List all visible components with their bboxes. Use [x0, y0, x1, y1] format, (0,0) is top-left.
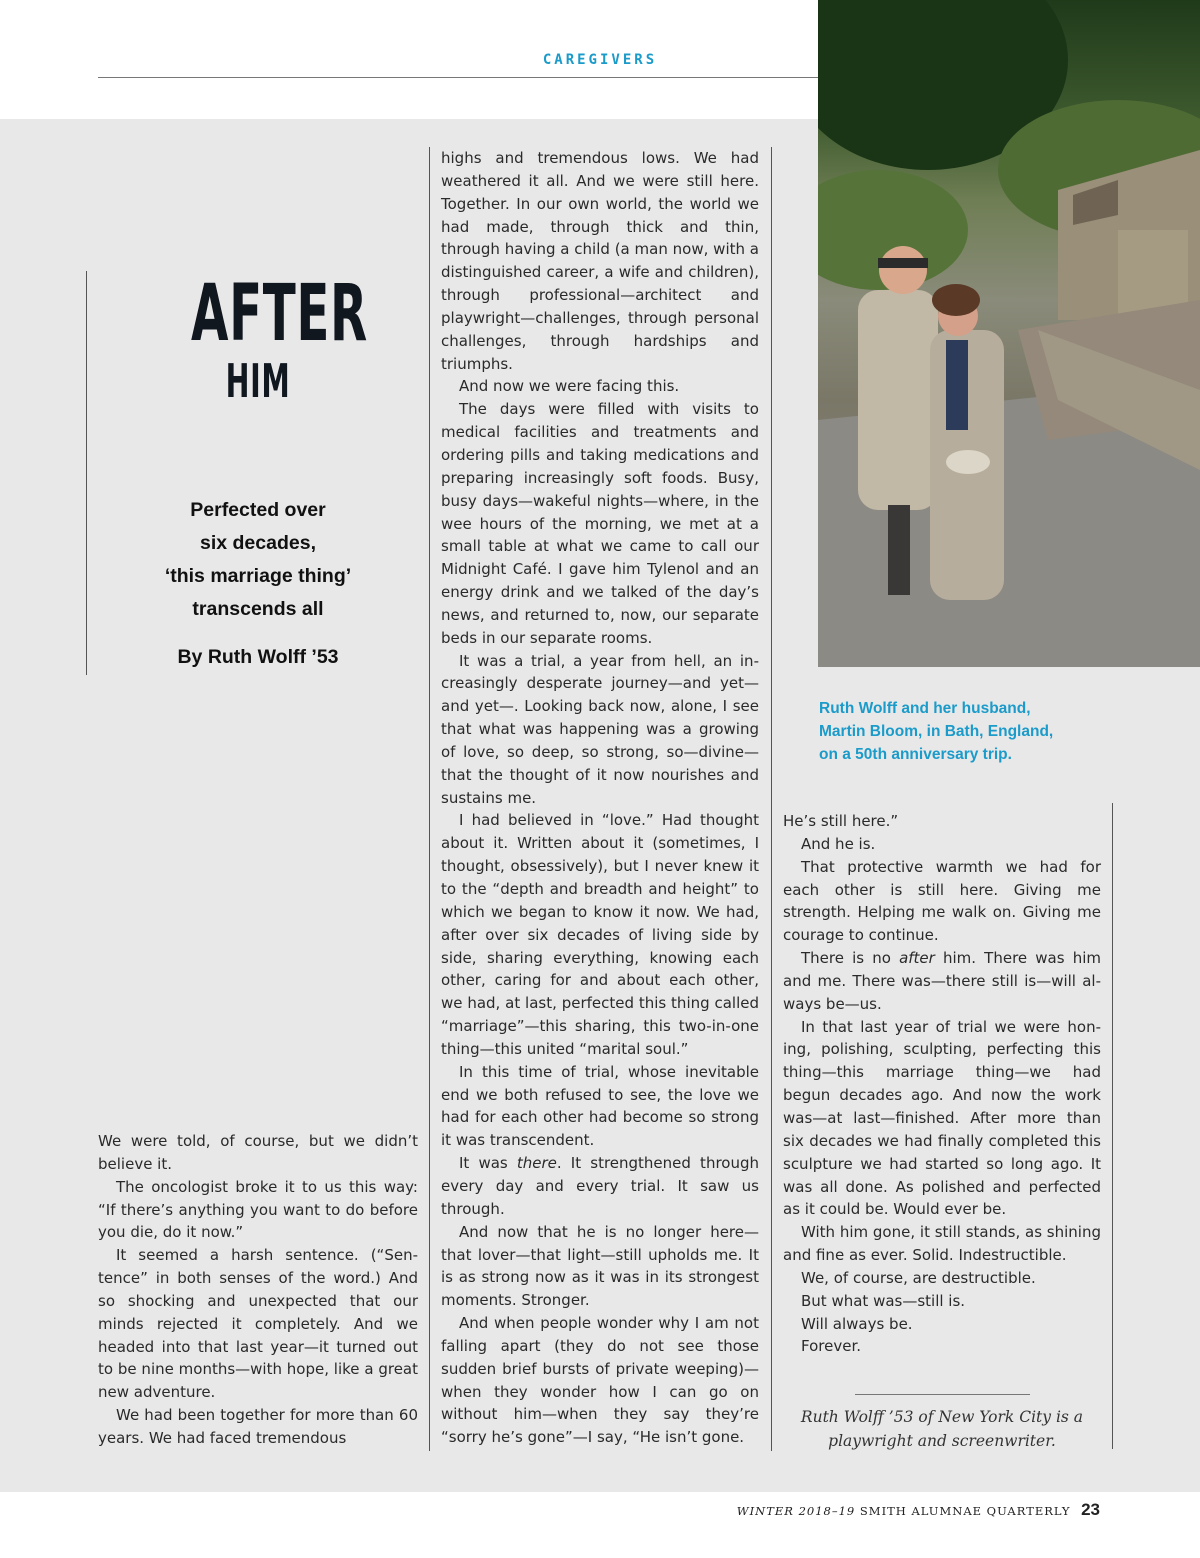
- column-divider: [429, 147, 430, 1451]
- headline-rule: [86, 271, 87, 675]
- headline: [191, 269, 368, 408]
- headline-line-1: AFTER: [191, 269, 368, 359]
- deck-line: six decades,: [200, 532, 316, 554]
- author-bio: [783, 1405, 1101, 1453]
- magazine-name: SMITH ALUMNAE QUARTERLY: [859, 1504, 1071, 1518]
- bio-rule: [855, 1394, 1030, 1395]
- paragraph: It was there. It strengthened through every day and every trial. It saw us through.: [441, 1154, 759, 1218]
- article-column-3: [783, 810, 1101, 1358]
- paragraph: In that last year of trial we were honing, polishing, sculpting, perfecting this thing—this marriage thing—we had begun decades ago. And now the work was—at last—finished. After more than six decades we had finally completed this sculpture we had started so long ago. It was all done. As polished and perfected as it could be. Would ever be.: [783, 1017, 1101, 1219]
- paragraph: But what was—still is.: [801, 1291, 966, 1310]
- page-footer: [737, 1500, 1100, 1520]
- paragraph: He’s still here.”: [783, 812, 899, 830]
- paragraph: highs and tremendous lows. We had weathered it all. And we were still here. Together. In our own world, the world we had made, through thick and thin, through having a child (a man now, with a distinguished career, a wife and children), through professional—architect and playwright—challenges, through personal challenges, through hardships and triumphs.: [441, 149, 759, 373]
- headline-line-2: HIM: [225, 354, 291, 408]
- photo-illustration: [818, 0, 1200, 667]
- deck-line: transcends all: [192, 598, 324, 620]
- paragraph: And when people wonder why I am not falling apart (they do not see those sudden brief bursts of private weeping)—when they wonder how I can go on without him—when they say they’re “sorry he’s gone”—I say, “He isn’t gone.: [441, 1314, 759, 1447]
- section-label: CAREGIVERS: [542, 52, 658, 68]
- issue-date: WINTER 2018–19: [736, 1504, 856, 1518]
- paragraph: And now we were facing this.: [459, 377, 680, 396]
- paragraph: In this time of trial, whose inevitable end we both refused to see, the love we had for each other had become so strong it was transcendent.: [441, 1062, 759, 1150]
- caption-line: Martin Bloom, in Bath, England,: [819, 723, 1054, 740]
- paragraph: And now that he is no longer here—that lover—that light—still upholds me. It is as strong now as it was in its strongest moments. Stronger.: [441, 1222, 759, 1310]
- bio-line: playwright and screenwriter.: [828, 1432, 1056, 1450]
- paragraph: It seemed a harsh sentence. (“Sentence” in both senses of the word.) And so shocking and unexpected that our minds rejected it completely. And we headed into that last year—it turned out to be nine months—with hope, like a great new adventure.: [98, 1246, 418, 1402]
- article-column-2: [441, 147, 759, 1449]
- deck-line: Perfected over: [190, 499, 326, 521]
- bio-line: Ruth Wolff ’53 of New York City is a: [800, 1408, 1084, 1426]
- page-number: 23: [1081, 1500, 1100, 1519]
- paragraph: I had believed in “love.” Had thought about it. Written about it (sometimes, I thought, obsessively), but I never knew it to the “depth and breadth and height” to which we began to know it now. We had, after over six decades of living side by side, sharing everything, knowing each other, caring for and about each other, we had, at last, perfected this thing called “marriage”—this sharing, this two-in-one thing—this united “marital soul.”: [441, 811, 759, 1058]
- caption-line: Ruth Wolff and her husband,: [819, 700, 1031, 717]
- column-divider: [771, 147, 772, 1451]
- paragraph: We had been together for more than 60 years. We had faced tremendous: [98, 1406, 418, 1447]
- photo-caption: [819, 697, 1079, 766]
- article-column-1: [98, 1130, 418, 1450]
- paragraph: And he is.: [801, 834, 876, 853]
- deck-line: ‘this marriage thing’: [164, 565, 352, 587]
- paragraph: There is no after him. There was him and me. There was—there still is—will always be—us.: [783, 949, 1101, 1013]
- header-rule: [98, 77, 818, 78]
- couple-photo: [818, 0, 1200, 667]
- paragraph: With him gone, it still stands, as shining and fine as ever. Solid. Indestructible.: [783, 1223, 1101, 1265]
- deck: [128, 494, 388, 626]
- paragraph: The oncologist broke it to us this way: “If there’s anything you want to do before you die, do it now.”: [98, 1177, 418, 1242]
- byline: By Ruth Wolff ’53: [177, 646, 339, 668]
- column-divider: [1112, 803, 1113, 1449]
- caption-line: on a 50th anniversary trip.: [819, 746, 1012, 763]
- paragraph: The days were filled with visits to medical facilities and treatments and ordering pills and taking medications and preparing increasingly soft foods. Busy, busy days—wakeful nights—where, in the wee hours of the morning, we met at a small table at what we came to call our Midnight Café. I gave him Tylenol and an energy drink and we talked of the day’s news, and returned to, now, our separate beds in our separate rooms.: [441, 400, 759, 647]
- paragraph: We, of course, are destructible.: [801, 1268, 1036, 1287]
- paragraph: It was a trial, a year from hell, an increasingly desperate journey—and yet—and yet—. Looking back now, alone, I see that what was happening was a growing of love, so deep, so strong, so—divine—that the thought of it now nourishes and sustains me.: [441, 651, 759, 807]
- paragraph: Forever.: [801, 1337, 861, 1356]
- paragraph: Will always be.: [801, 1314, 913, 1333]
- paragraph: That protective warmth we had for each other is still here. Giving me strength. Helping me walk on. Giving me courage to continue.: [783, 857, 1101, 945]
- paragraph: We were told, of course, but we didn’t believe it.: [98, 1132, 418, 1173]
